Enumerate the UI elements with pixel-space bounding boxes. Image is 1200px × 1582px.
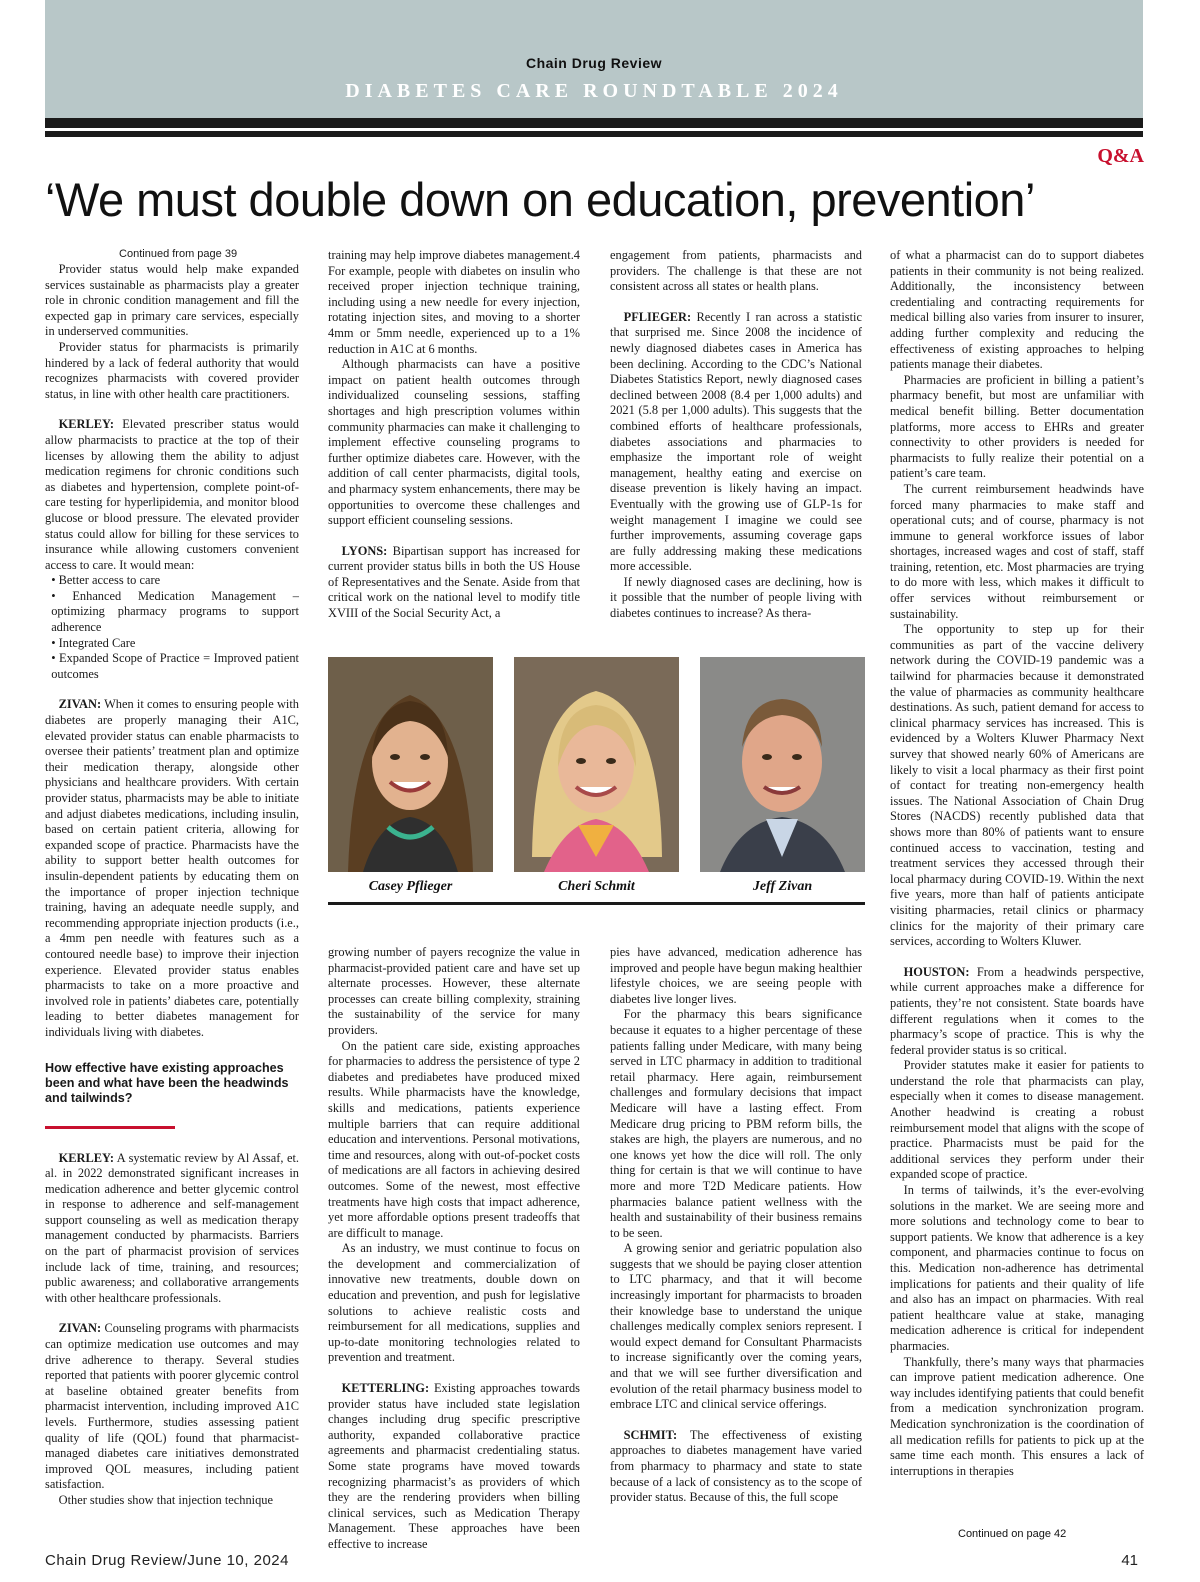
paragraph: In terms of tailwinds, it’s the ever-evolving solutions in the market. We are seeing more and more solutions and technology come to bear to support patients. We know that adherence is a key component, and pharmacies continue to focus on this. Medication non-adherence has detrimental implications for patients and their quality of life and also has an impact on pharmacies. With real patient healthcare value at stake, managing medication adherence is critical for independent pharmacies. [890,1183,1144,1353]
publication-name: Chain Drug Review [525,55,663,71]
speaker-text: From a headwinds perspective, while current approaches make a difference for patients, they’re not consistent. State boards have different regulations when it comes to the pharmacy’s scope of practice. This is why the federal provider status is so critical. [890,964,1144,1057]
column-2-top [328,248,580,638]
page-number: 41 [1121,1552,1138,1569]
column-1 [45,247,299,1537]
paragraph: Provider status would help make expanded services sustainable as pharmacists play a greater role in chronic condition management and fill the expected gap in primary care services, especially in underserved communities. [45,262,299,339]
question-rule [45,1126,175,1129]
continued-on: Continued on page 42 [958,1528,1067,1540]
paragraph [45,697,299,1040]
speaker-name: KERLEY: [58,1150,114,1165]
paragraph: Other studies show that injection technique [58,1492,274,1507]
speaker-name: ZIVAN: [58,697,102,712]
speaker-name: HOUSTON: [903,964,970,979]
speaker-name: ZIVAN: [58,1321,102,1336]
footer-publication-date: Chain Drug Review/June 10, 2024 [45,1552,289,1569]
column-4 [890,248,1144,1526]
paragraph: of what a pharmacist can do to support diabetes patients in their community is not being realized. Additionally, the inconsistency between credentialing and contracting requirements for medical billing also varies from insurer to insurer, adding further complexity and reducing the effectiveness of existing approaches to helping patients manage their diabetes. [890,248,1144,372]
speaker-text: A systematic review by Al Assaf, et. al. in 2022 demonstrated significant increases in medication adherence and better glycemic control in response to adherence and self-management support counseling as well as medication therapy management conducted by pharmacists. Barriers on the part of pharmacist provision of services include lack of time, training, and resources; public awareness; and collaborative arrangements with other healthcare professionals. [45,1150,299,1305]
header-rule-thick [45,118,1143,128]
photo-rule [328,902,865,905]
paragraph: Thankfully, there’s many ways that pharmacies can improve patient medication adherence. One way includes identifying patients that could benefit from a medication synchronization program. Medication synchronization is the coordination of all medication refills for patients to pick up at the same time each month. This ensures a lack of interruptions in therapies [890,1354,1144,1478]
paragraph [45,1321,299,1493]
paragraph: As an industry, we must continue to focus on the development and commercialization of innovative new treatments, double down on education and prevention, and push for legislative solutions to achieve realistic costs and reimbursement for all medications, supplies and up-to-date monitoring technologies related to prevention and treatment. [328,1241,580,1365]
paragraph: Provider status for pharmacists is primarily hindered by a lack of federal authority that would recognizes pharmacists with covered provider status, in line with other health care practitioners. [45,339,299,401]
paragraph: growing number of payers recognize the value in pharmacist-provided patient care and have set up alternate processes. However, these alternate processes can create billing complexity, straining the sustainability of the service for many providers. [328,945,580,1037]
bullet-item: • Better access to care [51,573,161,588]
paragraph [610,1428,862,1506]
paragraph: A growing senior and geriatric population also suggests that we should be paying closer attention to LTC pharmacy, and that it will become increasingly important for pharmacists to broaden their knowledge base to understand the unique challenges medically complex seniors represent. I would expect demand for Consultant Pharmacists to increase significantly over the coming years, and that we will see further diversification and evolution of the retail pharmacy business model to embrace LTC and clinical service offerings. [610,1241,862,1412]
paragraph: The current reimbursement headwinds have forced many pharmacies to make staff and operational cuts; and of course, pharmacy is not immune to general workforce issues of labor shortages, increased wages and cost of staff, staff training, retention, etc. Most pharmacies are trying to do more with less, which makes it difficult to offer services without reimbursement or sustainability. [890,481,1144,621]
paragraph [610,310,862,575]
paragraph [890,965,1144,1059]
paragraph: If newly diagnosed cases are declining, how is it possible that the number of people living with diabetes continues to increase? As thera- [610,574,862,621]
question-heading: How effective have existing approaches been and what have been the headwinds and tailwinds? [45,1060,289,1105]
speaker-text: The effectiveness of existing approaches to diabetes management have varied from pharmacy to pharmacy and state to state because of a lack of consistency as to the scope of provider status. Because of this, the full scope [610,1427,862,1505]
continued-from: Continued from page 39 [119,248,238,260]
photo-caption: Jeff Zivan [752,879,813,894]
paragraph: engagement from patients, pharmacists and providers. The challenge is that these are not consistent across all states or health plans. [610,248,862,294]
paragraph: On the patient care side, existing approaches for pharmacies to address the persistence of type 2 diabetes and prediabetes have produced mixed results. While pharmacists have the knowledge, skills and medications, patients experience multiple barriers that can require additional education and interventions. Personal motivations, time and resources, along with out-of-pocket costs of medications are all factors in achieving desired outcomes. Some of the newest, most effective treatments have high costs that impact adherence, yet more affordable options present tradeoffs that are difficult to manage. [328,1038,580,1240]
section-tag: Q&A [1097,145,1144,167]
portrait-photo-jeff-zivan [700,657,865,872]
roundtable-title: DIABETES CARE ROUNDTABLE 2024 [345,80,843,102]
paragraph: Pharmacies are proficient in billing a patient’s pharmacy benefit, but most are unfamiliar with medical benefit billing. Better documentation platforms, more access to EHRs and greater connectivity to other providers is needed for pharmacists to fully realize their potential on a patient’s care team. [890,372,1144,481]
header-banner [45,0,1143,118]
portrait-photo-casey-pflieger [328,657,493,872]
speaker-text: Elevated prescriber status would allow pharmacists to practice at the top of their licenses by allowing them the ability to adjust medication regimens for chronic conditions such as diabetes and hypertension, complete point-of-care testing for hyperlipidemia, and monitor blood glucose or blood pressure. The elevated provider status could allow for billing for these services to insurance while allowing customers convenient access to care. It would mean: [45,417,299,572]
speaker-text: Counseling programs with pharmacists can optimize medication use outcomes and may drive adherence to therapy. Several studies reported that patients with poorer glycemic control at baseline obtained greater benefits from pharmacist intervention, including improved A1C levels. Furthermore, studies assessing patient quality of life (QOL) found that pharmacist-managed diabetes care initiatives demonstrated improved QOL measures, including patient satisfaction. [45,1321,299,1492]
bullet-item: • Expanded Scope of Practice = Improved patient outcomes [51,651,299,681]
speaker-text: Bipartisan support has increased for current provider status bills in both the US House of Representatives and the Senate. Aside from that critical work on the national level to modify title XVIII of the Social Security Act, a [328,543,580,621]
header-rule-thin [45,131,1143,137]
column-2-bottom [328,945,580,1551]
photo-caption: Casey Pflieger [368,879,453,894]
paragraph [328,1381,580,1553]
paragraph: Although pharmacists can have a positive impact on patient health outcomes through individualized counseling sessions, staffing shortages and high prescription volumes within community pharmacies can make it challenging to implement effective counseling programs to further optimize diabetes care. However, with the addition of call center pharmacists, digital tools, and pharmacy system enhancements, there may be opportunities to overcome these challenges and support efficient counseling sessions. [328,357,580,528]
photo-caption: Cheri Schmit [558,879,635,894]
speaker-name: PFLIEGER: [623,309,692,324]
column-3-bottom [610,945,862,1537]
paragraph [45,417,299,573]
speaker-name: KETTERLING: [341,1381,430,1396]
paragraph: pies have advanced, medication adherence has improved and people have begun making healthier lifestyle choices, we are seeing people with diabetes live longer lives. [610,945,862,1006]
paragraph: For the pharmacy this bears significance because it equates to a higher percentage of these patients falling under Medicare, with many being served in LTC pharmacy in addition to traditional retail pharmacy. Here again, reimbursement challenges and formulary decisions that impact Medicare will have a lasting effect. From Medicare drug pricing to PBM reform bills, the stakes are high, the players are numerous, and no one knows yet how the dice will roll. The only thing for certain is that we will continue to have more and more T2D Medicare patients. How pharmacies balance patient wellness with the health and sustainability of their business remains to be seen. [610,1007,862,1240]
paragraph: training may help improve diabetes management.4 For example, people with diabetes on insulin who received proper injection technique training, including using a new needle for every injection, rotating injection sites, and moving to a shorter 4mm or 5mm needle, experienced up to a 1% reduction in A1C at 6 months. [328,248,580,356]
speaker-text: Existing approaches towards provider status have included state legislation changes including drug specific prescriptive authority, expanded collaborative practice agreements and pharmacist credentialing status. Some state programs have moved towards recognizing pharmacist’s as providers of which they are the rendering providers when billing clinical services, such as Medication Therapy Management. These approaches have been effective to increase [328,1381,580,1551]
speaker-name: LYONS: [341,543,388,558]
speaker-name: SCHMIT: [623,1427,678,1442]
bullet-item: • Enhanced Medication Management – optimizing pharmacy programs to support adherence [51,588,299,635]
speaker-name: KERLEY: [58,417,114,432]
bullet-item: • Integrated Care [51,635,136,650]
paragraph [45,1151,299,1307]
photo-strip [328,657,865,907]
paragraph: Provider statutes make it easier for patients to understand the role that pharmacists can play, especially when it comes to disease management. Another headwind is creating a robust reimbursement model that aligns with the scope of practice. Pharmacists must be paid for the additional services they perform under their expanded scope of practice. [890,1058,1144,1182]
portrait-photo-cheri-schmit [514,657,679,872]
paragraph [328,544,580,622]
speaker-text: Recently I ran across a statistic that surprised me. Since 2008 the incidence of newly diagnosed diabetes cases in America has been declining. According to the CDC’s National Diabetes Statistics Report, newly diagnosed cases declined between 2008 (8.4 per 1,000 adults) and 2021 (5.8 per 1,000 adults). This suggests that the combined efforts of healthcare professionals, diabetes associations and pharmacies to emphasize the important role of weight management, healthy eating and exercise on disease prevention is likely having an impact. Eventually with the growing use of GLP-1s for weight management I imagine we could see further improvements, assuming coverage gaps are fully addressing making these medications more accessible. [610,309,862,574]
paragraph: The opportunity to step up for their communities as part of the vaccine delivery network during the COVID-19 pandemic was a tailwind for pharmacies because it demonstrated the value of pharmacies as community healthcare destinations. As such, patient demand for access to clinical pharmacy services has increased. This is evidenced by a Wolters Kluwer Pharmacy Next survey that showed nearly 60% of Americans are likely to visit a local pharmacy as their first point of contact for treating non-emergency health issues. The National Association of Chain Drug Stores (NACDS) recently published data that shows more than 80% of patients want to ensure continued access to vaccination, testing and treatment services they accessed through their local pharmacy during COVID-19. Within the next five years, more than half of patients anticipate visiting pharmacies, retail clinics or pharmacy clinics for the majority of their primary care services, according to Wolters Kluwer. [890,622,1144,949]
speaker-text: When it comes to ensuring people with diabetes are properly managing their A1C, elevated provider status can enable pharmacists to oversee their patients’ treatment plan and optimize their medication therapy, alongside other physicians and healthcare providers. With certain provider status, pharmacists may be able to initiate and adjust diabetes medications, including insulin, based on certain patient criteria, allowing for expanded scope of practice. Pharmacists have the ability to support better health outcomes for insulin-dependent patients by educating them on the importance of proper injection technique training, having an adequate needle supply, and recommending appropriate injection products (i.e., a 4mm pen needle with features such as a contoured needle base) to improve their injection experience. Elevated provider status enables pharmacists to take on a more proactive and involved role in patients’ diabetes care, potentially leading to better diabetes management for individuals living with diabetes. [45,697,299,1039]
column-3-top [610,248,862,638]
article-headline: ‘We must double down on education, prevention’ [45,173,1035,226]
